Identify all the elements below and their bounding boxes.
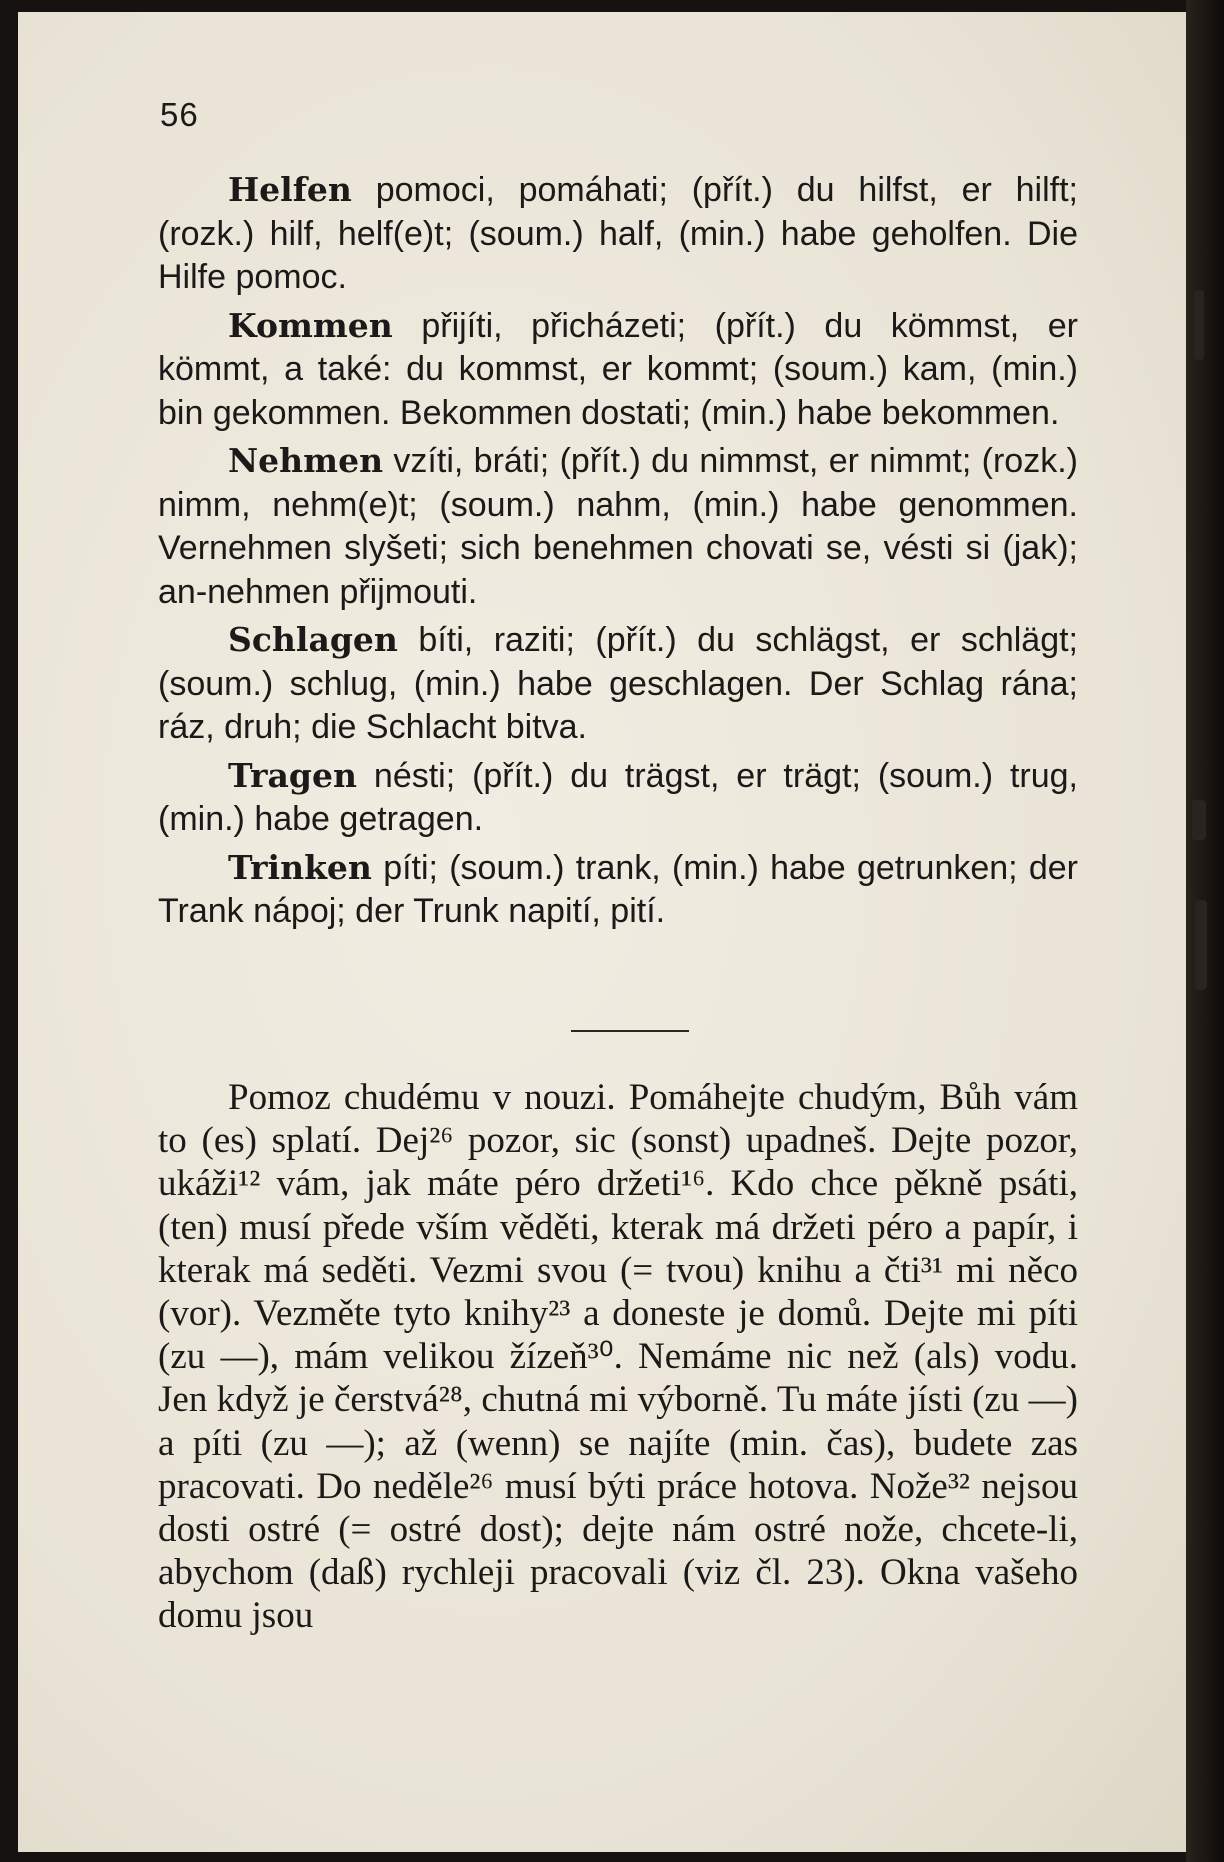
binding-shadow-mark [1192, 800, 1206, 840]
entry-headword: Schlagen [228, 620, 398, 659]
binding-shadow-mark [1194, 290, 1204, 360]
entry-definition: přijíti, přicházeti; (přít.) du kömmst, er kömmt, a také: du kommst, er kommt; (soum.) kam, (min.) bin gekommen. Bekommen dostati; (min.) habe bekommen. [158, 306, 1078, 432]
page-number: 56 [160, 96, 199, 133]
entry-headword: Trinken [228, 847, 372, 887]
entry-headword: Kommen [228, 305, 393, 345]
entry-definition: bíti, raziti; (přít.) du schlägst, er schlägt; (soum.) schlug, (min.) habe geschlagen. Der Schlag rána; ráz, druh; die Schlacht bitva. [158, 621, 1078, 746]
vocabulary-entry [158, 846, 1078, 934]
entry-headword: Nehmen [228, 441, 384, 480]
entry-definition: pomoci, pomáhati; (přít.) du hilfst, er hilft; (rozk.) hilf, helf(e)t; (soum.) half, (min.) habe geholfen. Die Hilfe pomoc. [158, 171, 1078, 296]
vocabulary-entry [158, 439, 1078, 614]
vocabulary-entry [158, 754, 1078, 842]
entry-definition: vzíti, bráti; (přít.) du nimmst, er nimmt; (rozk.) nimm, nehm(e)t; (soum.) nahm, (min.) habe genommen. Vernehmen slyšeti; sich benehmen chovati se, vésti si (jak); an-nehmen přijmouti. [158, 442, 1078, 611]
exercise-paragraph: Pomoz chudému v nouzi. Pomáhejte chudým, Bůh vám to (es) splatí. Dej²⁶ pozor, sic (sonst) upadneš. Dejte pozor, ukáži¹² vám, jak máte péro držeti¹⁶. Kdo chce pěkně psáti, (ten) musí přede vším věděti, kterak má držeti péro a papír, i kterak má seděti. Vezmi svou (= tvou) knihu a čti³¹ mi něco (vor). Vezměte tyto knihy²³ a doneste je domů. Dejte mi píti (zu —), mám velikou žízeň³⁰. Nemáme nic než (als) vodu. Jen když je čerstvá²⁸, chutná mi výborně. Tu máte jísti (zu —) a píti (zu —); až (wenn) se najíte (min. čas), budete zas pracovati. Do neděle²⁶ musí býti práce hotova. Nože³² nejsou dosti ostré (= ostré dost); dejte nám ostré nože, chcete-li, abychom (daß) rychleji pracovali (viz čl. 23). Okna vašeho domu jsou [158, 1077, 1078, 1637]
entry-definition: píti; (soum.) trank, (min.) habe getrunken; der Trank nápoj; der Trunk napití, pití. [158, 848, 1078, 930]
entry-headword: Tragen [228, 755, 357, 795]
binding-shadow-mark [1195, 900, 1207, 990]
entry-headword: Helfen [228, 170, 352, 209]
vocabulary-entry [158, 618, 1078, 750]
vocabulary-entry [158, 304, 1078, 436]
entry-definition: nésti; (přít.) du trägst, er trägt; (soum.) trug, (min.) habe getragen. [158, 756, 1078, 838]
book-binding-edge [1186, 0, 1224, 1862]
book-page [18, 12, 1186, 1852]
section-divider [571, 1030, 689, 1032]
vocabulary-entry [158, 168, 1078, 300]
vocabulary-entries [158, 168, 1078, 938]
